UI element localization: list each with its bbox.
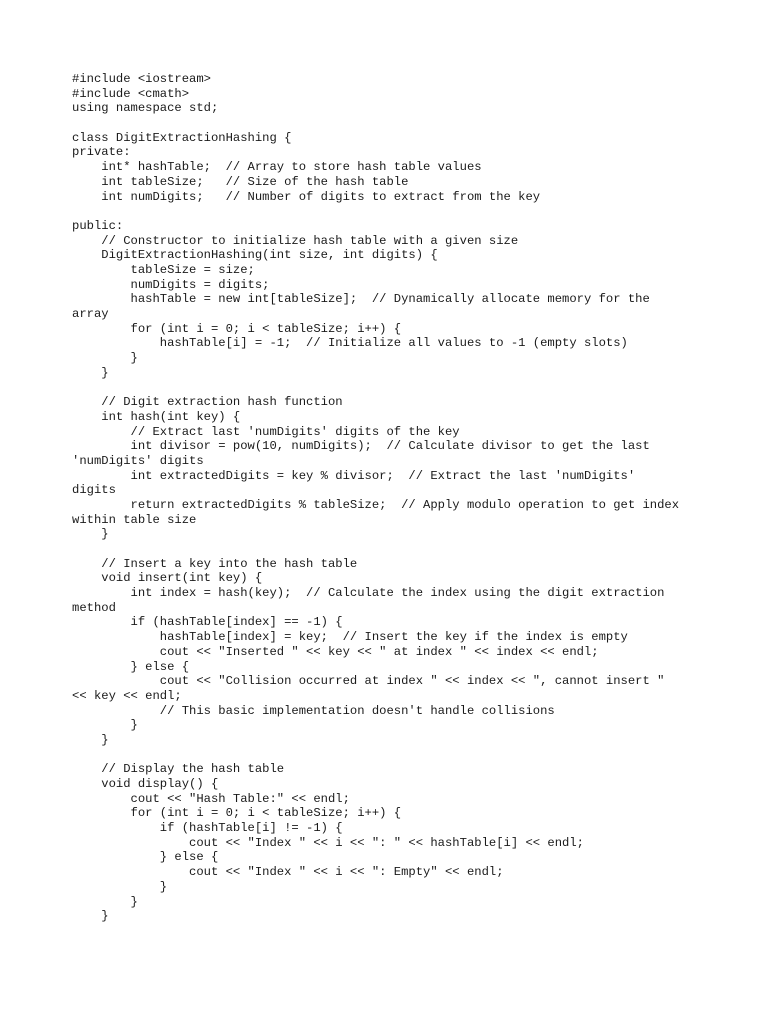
code-line: cout << "Inserted " << key << " at index " << index << endl; xyxy=(72,644,599,659)
code-line xyxy=(72,204,712,219)
code-line: if (hashTable[i] != -1) { xyxy=(72,821,343,836)
code-line: if (hashTable[index] == -1) { xyxy=(72,615,343,630)
code-line: #include <iostream> xyxy=(72,72,211,86)
code-line: } else { xyxy=(72,659,190,674)
code-line: } xyxy=(72,718,138,733)
code-line: for (int i = 0; i < tableSize; i++) { xyxy=(72,321,402,336)
code-line: numDigits = digits; xyxy=(72,277,270,292)
code-line: } xyxy=(72,351,138,366)
code-line: using namespace std; xyxy=(72,101,219,116)
code-line: } else { xyxy=(72,850,219,865)
code-line: cout << "Collision occurred at index " << index << ", cannot insert " xyxy=(72,674,665,689)
code-line: digits xyxy=(72,483,116,498)
code-line: hashTable[index] = key; // Insert the key if the index is empty xyxy=(72,630,628,645)
code-line xyxy=(72,748,712,763)
code-line: #include <cmath> xyxy=(72,86,190,101)
code-line: void display() { xyxy=(72,777,219,791)
code-line: return extractedDigits % tableSize; // Apply modulo operation to get index xyxy=(72,497,680,512)
code-line: void insert(int key) { xyxy=(72,571,263,586)
code-line: int* hashTable; // Array to store hash table values xyxy=(72,160,482,175)
code-line: // Digit extraction hash function xyxy=(72,395,343,410)
code-line: hashTable[i] = -1; // Initialize all values to -1 (empty slots) xyxy=(72,336,628,351)
code-line xyxy=(72,542,712,557)
code-line: int extractedDigits = key % divisor; // Extract the last 'numDigits' xyxy=(72,468,636,483)
code-line: DigitExtractionHashing(int size, int digits) { xyxy=(72,248,438,263)
code-line: // This basic implementation doesn't handle collisions xyxy=(72,703,555,718)
code-line: int hash(int key) { xyxy=(72,409,241,424)
code-line: cout << "Index " << i << ": Empty" << endl; xyxy=(72,865,504,880)
code-line: cout << "Index " << i << ": " << hashTable[i] << endl; xyxy=(72,835,584,850)
code-line: for (int i = 0; i < tableSize; i++) { xyxy=(72,806,402,821)
code-line: } xyxy=(72,894,138,909)
code-line: public: xyxy=(72,218,124,233)
code-line: } xyxy=(72,879,168,894)
code-line: << key << endl; xyxy=(72,688,182,703)
code-line: 'numDigits' digits xyxy=(72,453,204,468)
code-line: int index = hash(key); // Calculate the index using the digit extraction xyxy=(72,586,665,601)
code-line: within table size xyxy=(72,512,197,527)
code-line: method xyxy=(72,600,116,615)
code-line: } xyxy=(72,732,109,747)
code-line: } xyxy=(72,365,109,380)
code-listing xyxy=(72,72,712,924)
code-line: int tableSize; // Size of the hash table xyxy=(72,174,409,189)
code-line: int numDigits; // Number of digits to extract from the key xyxy=(72,189,541,204)
code-line: private: xyxy=(72,145,131,160)
code-line: // Extract last 'numDigits' digits of the key xyxy=(72,424,460,439)
code-line: int divisor = pow(10, numDigits); // Calculate divisor to get the last xyxy=(72,439,650,454)
code-line: cout << "Hash Table:" << endl; xyxy=(72,791,350,806)
code-line: // Constructor to initialize hash table with a given size xyxy=(72,233,519,248)
code-line: array xyxy=(72,307,109,321)
code-line: hashTable = new int[tableSize]; // Dynamically allocate memory for the xyxy=(72,292,650,307)
code-line: } xyxy=(72,909,109,924)
code-line: } xyxy=(72,527,109,542)
code-line xyxy=(72,116,712,131)
code-line: // Insert a key into the hash table xyxy=(72,556,358,571)
code-line: tableSize = size; xyxy=(72,262,255,277)
code-line xyxy=(72,380,712,395)
code-line: // Display the hash table xyxy=(72,762,285,777)
code-line: class DigitExtractionHashing { xyxy=(72,130,292,145)
